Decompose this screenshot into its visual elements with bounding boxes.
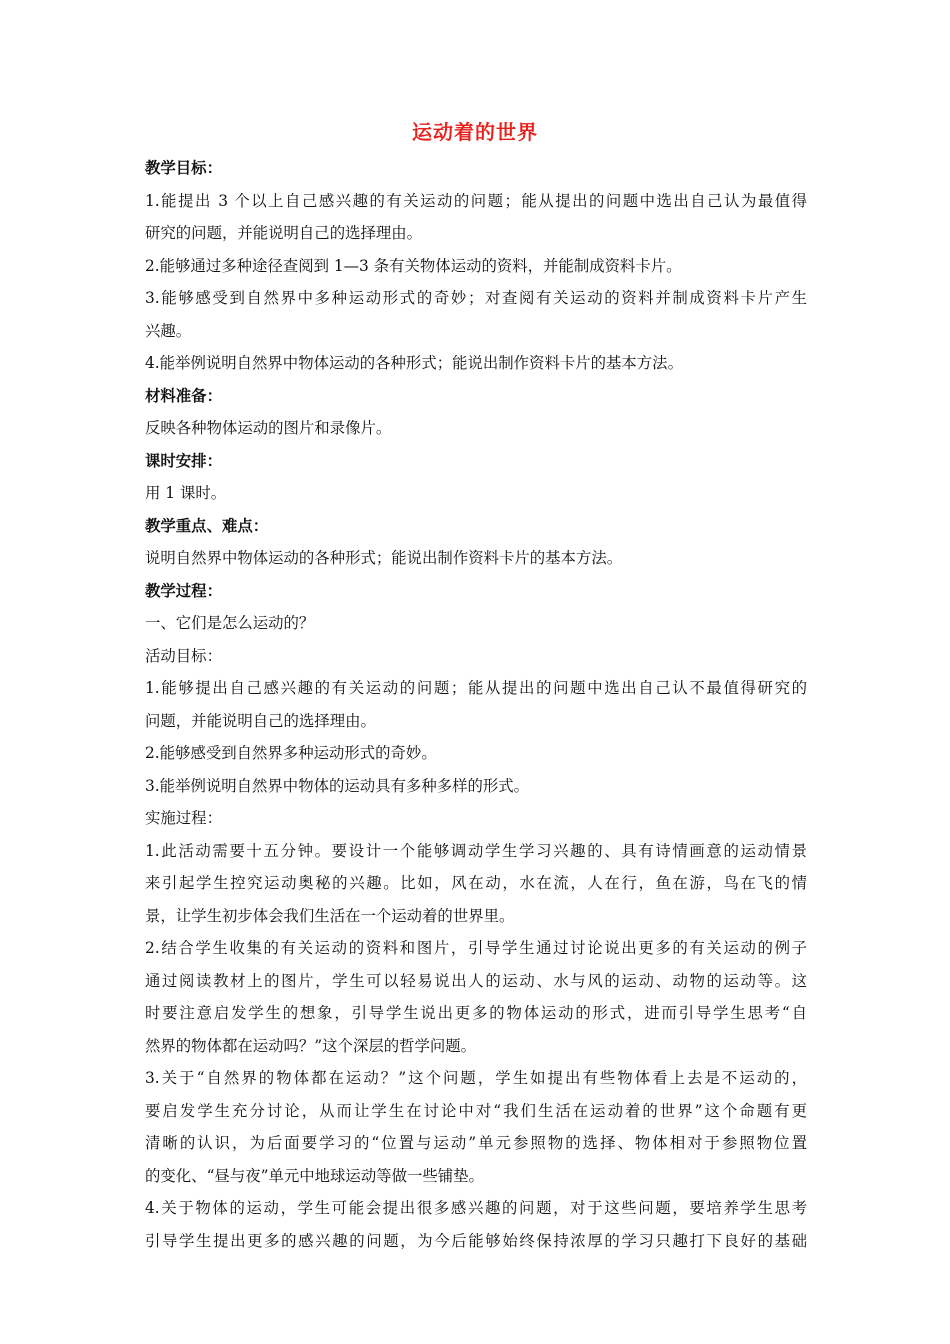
paragraph-line: 活动目标：	[145, 646, 222, 665]
paragraph-line: 然界的物体都在运动吗？”这个深层的哲学问题。	[145, 1036, 477, 1055]
paragraph-line: 4.能举例说明自然界中物体运动的各种形式；能说出制作资料卡片的基本方法。	[145, 354, 683, 372]
paragraph-line: 景，让学生初步体会我们生活在一个运动着的世界里。	[145, 906, 515, 925]
paragraph-line: 1.能够提出自己感兴趣的有关运动的问题；能从提出的问题中选出自己认不最值得研究的	[145, 679, 807, 697]
document-title: 运动着的世界	[412, 120, 538, 144]
paragraph-line: 3.能够感受到自然界中多种运动形式的奇妙；对查阅有关运动的资料并制成资料卡片产生	[145, 289, 807, 307]
paragraph-line: 实施过程：	[145, 809, 222, 827]
document-body	[145, 152, 807, 1257]
paragraph-line: 3.关于“自然界的物体都在运动？”这个问题，学生如提出有些物体看上去是不运动的，	[145, 1069, 807, 1087]
paragraph-line: 2.能够通过多种途径查阅到 1—3 条有关物体运动的资料，并能制成资料卡片。	[145, 256, 682, 275]
paragraph-line: 用 1 课时。	[145, 484, 227, 502]
paragraph-line: 反映各种物体运动的图片和录像片。	[145, 419, 392, 437]
paragraph-line: 说明自然界中物体运动的各种形式；能说出制作资料卡片的基本方法。	[145, 549, 623, 567]
paragraph-line: 的变化、“昼与夜”单元中地球运动等做一些铺垫。	[145, 1166, 484, 1185]
paragraph-line: 问题，并能说明自己的选择理由。	[145, 711, 376, 730]
paragraph-line: 1.能提出 3 个以上自己感兴趣的有关运动的问题；能从提出的问题中选出自己认为最值得	[145, 191, 807, 210]
section-heading: 教学过程：	[145, 581, 222, 600]
paragraph-line: 研究的问题，并能说明自己的选择理由。	[145, 224, 423, 242]
paragraph-line: 1.此活动需要十五分钟。要设计一个能够调动学生学习兴趣的、具有诗情画意的运动情景	[145, 841, 807, 860]
paragraph-line: 兴趣。	[145, 321, 192, 340]
section-heading: 材料准备：	[145, 386, 222, 405]
paragraph-line: 4.关于物体的运动，学生可能会提出很多感兴趣的问题，对于这些问题，要培养学生思考	[145, 1199, 807, 1217]
paragraph-line: 2.结合学生收集的有关运动的资料和图片，引导学生通过讨论说出更多的有关运动的例子	[145, 939, 807, 957]
paragraph-line: 清晰的认识，为后面要学习的“位置与运动”单元参照物的选择、物体相对于参照物位置	[145, 1134, 807, 1152]
paragraph-line: 2.能够感受到自然界多种运动形式的奇妙。	[145, 744, 437, 762]
paragraph-line: 通过阅读教材上的图片，学生可以轻易说出人的运动、水与风的运动、动物的运动等。这	[145, 971, 807, 990]
paragraph-line: 一、它们是怎么运动的？	[145, 614, 315, 632]
section-heading: 教学目标：	[145, 159, 222, 177]
paragraph-line: 引导学生提出更多的感兴趣的问题，为今后能够始终保持浓厚的学习只趣打下良好的基础	[145, 1231, 807, 1250]
paragraph-line: 3.能举例说明自然界中物体的运动具有多种多样的形式。	[145, 776, 530, 795]
paragraph-line: 时要注意启发学生的想象，引导学生说出更多的物体运动的形式，进而引导学生思考“自	[145, 1004, 807, 1022]
paragraph-line: 要启发学生充分讨论，从而让学生在讨论中对“我们生活在运动着的世界”这个命题有更	[145, 1101, 807, 1120]
paragraph-line: 来引起学生控究运动奥秘的兴趣。比如，风在动，水在流，人在行，鱼在游，鸟在飞的情	[145, 874, 807, 892]
section-heading: 教学重点、难点：	[145, 516, 269, 535]
section-heading: 课时安排：	[145, 451, 222, 470]
